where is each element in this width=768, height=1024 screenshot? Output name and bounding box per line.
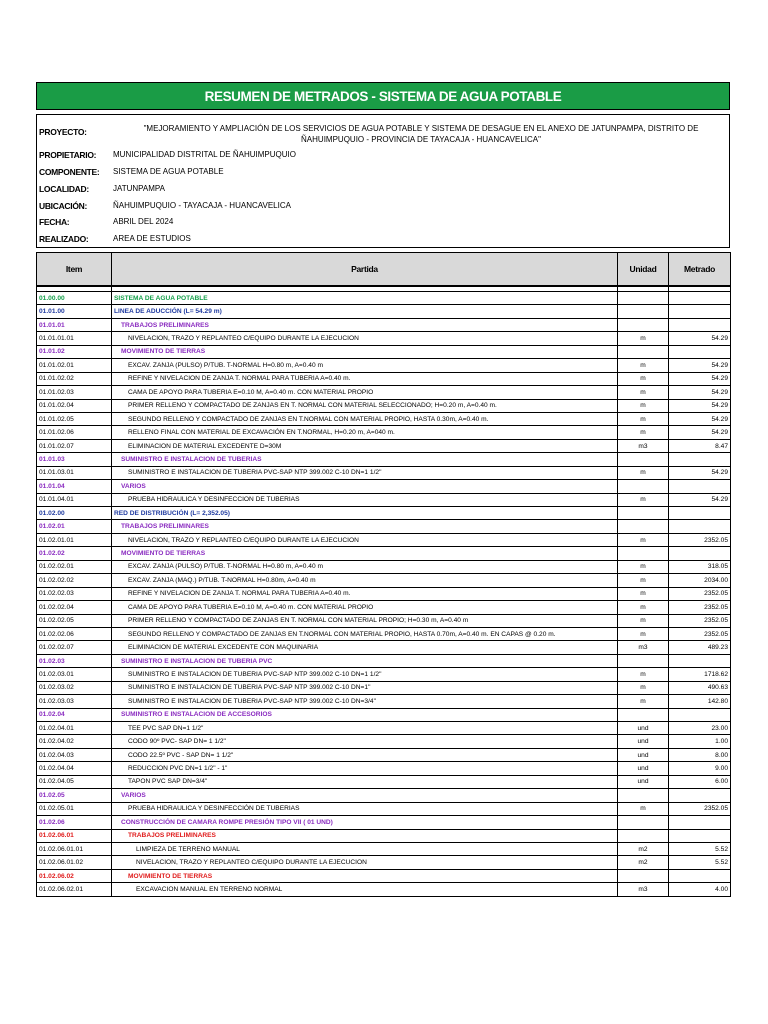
table-header-row	[37, 253, 731, 287]
row-metrado	[669, 453, 731, 466]
row-partida: LIMPIEZA DE TERRENO MANUAL	[112, 842, 618, 855]
row-partida: PRUEBA HIDRAULICA Y DESINFECCION DE TUBERIAS	[112, 493, 618, 506]
row-item: 01.02.06.02	[37, 869, 112, 882]
row-unidad: m3	[618, 641, 669, 654]
table-row	[37, 560, 731, 573]
row-unidad: m	[618, 332, 669, 345]
row-item: 01.02.02	[37, 547, 112, 560]
table-row	[37, 775, 731, 788]
localidad-value: JATUNPAMPA	[113, 184, 166, 193]
row-item: 01.01.02.05	[37, 412, 112, 425]
row-partida: EXCAV. ZANJA (PULSO) P/TUB. T-NORMAL H=0.80 m, A=0.40 m	[112, 359, 618, 372]
row-unidad	[618, 305, 669, 318]
row-unidad: m	[618, 466, 669, 479]
table-row	[37, 869, 731, 882]
proyecto-value: "MEJORAMIENTO Y AMPLIACIÓN DE LOS SERVICIOS DE AGUA POTABLE Y SISTEMA DE DESAGUE EN EL ANEXO DE JATUNPAMPA, DISTRITO DE ÑAHUIMPUQUIO - PROVINCIA DE TAYACAJA - HUANCAVELICA"	[143, 124, 699, 144]
row-partida: SUMINISTRO E INSTALACION DE TUBERIA PVC	[112, 654, 618, 667]
row-item: 01.01.02.06	[37, 426, 112, 439]
row-partida: CODO 90º PVC- SAP DN= 1 1/2"	[112, 735, 618, 748]
row-item: 01.01.02.03	[37, 386, 112, 399]
row-item: 01.01.03.01	[37, 466, 112, 479]
row-partida: SUMINISTRO E INSTALACION DE ACCESORIOS	[112, 708, 618, 721]
row-partida: RELLENO FINAL CON MATERIAL DE EXCAVACIÓN EN T.NORMAL, H=0.20 m, A=040 m.	[112, 426, 618, 439]
row-unidad	[618, 708, 669, 721]
row-item: 01.02.05	[37, 789, 112, 802]
table-row	[37, 412, 731, 425]
row-partida: NIVELACION, TRAZO Y REPLANTEO C/EQUIPO DURANTE LA EJECUCION	[112, 856, 618, 869]
row-item: 01.02.02.01	[37, 560, 112, 573]
table-row	[37, 842, 731, 855]
row-partida: SUMINISTRO E INSTALACION DE TUBERIA PVC-SAP NTP 399.002 C-10 DN=1"	[112, 681, 618, 694]
row-metrado: 9.00	[669, 762, 731, 775]
row-item: 01.02.03.03	[37, 695, 112, 708]
row-partida: MOVIMIENTO DE TIERRAS	[112, 547, 618, 560]
row-item: 01.02.04.04	[37, 762, 112, 775]
row-unidad: m	[618, 587, 669, 600]
row-metrado: 142.80	[669, 695, 731, 708]
col-header-metrado: Metrado	[669, 253, 731, 287]
row-partida: SUMINISTRO E INSTALACION DE TUBERIA PVC-SAP NTP 399.002 C-10 DN=1 1/2"	[112, 466, 618, 479]
row-metrado	[669, 520, 731, 533]
row-unidad: m	[618, 601, 669, 614]
table-row	[37, 883, 731, 896]
row-item: 01.02.03	[37, 654, 112, 667]
row-metrado: 8.47	[669, 439, 731, 452]
row-unidad: m	[618, 412, 669, 425]
table-row	[37, 453, 731, 466]
row-unidad: m	[618, 614, 669, 627]
table-row	[37, 292, 731, 305]
row-metrado: 54.29	[669, 493, 731, 506]
row-unidad	[618, 547, 669, 560]
table-row	[37, 856, 731, 869]
table-row	[37, 426, 731, 439]
row-unidad: m	[618, 627, 669, 640]
fecha-value: ABRIL DEL 2024	[113, 217, 174, 226]
row-item: 01.01.01.01	[37, 332, 112, 345]
row-metrado	[669, 305, 731, 318]
propietario-value: MUNICIPALIDAD DISTRITAL DE ÑAHUIMPUQUIO	[113, 150, 296, 159]
table-row	[37, 829, 731, 842]
row-unidad	[618, 654, 669, 667]
row-partida: SUMINISTRO E INSTALACION DE TUBERIA PVC-SAP NTP 399.002 C-10 DN=1 1/2"	[112, 668, 618, 681]
table-row	[37, 601, 731, 614]
row-item: 01.02.06.02.01	[37, 883, 112, 896]
table-row	[37, 305, 731, 318]
row-metrado	[669, 708, 731, 721]
row-partida: VARIOS	[112, 789, 618, 802]
table-row	[37, 668, 731, 681]
row-metrado: 54.29	[669, 466, 731, 479]
row-item: 01.01.02.01	[37, 359, 112, 372]
table-row	[37, 574, 731, 587]
table-row	[37, 359, 731, 372]
row-unidad: m	[618, 426, 669, 439]
ubicacion-value: ÑAHUIMPUQUIO - TAYACAJA - HUANCAVELICA	[113, 201, 291, 210]
table-row	[37, 654, 731, 667]
row-partida: PRIMER RELLENO Y COMPACTADO DE ZANJAS EN T. NORMAL CON MATERIAL SELECCIONADO; H=0.20 m, A=0.40 m.	[112, 399, 618, 412]
row-metrado	[669, 318, 731, 331]
row-partida: NIVELACION, TRAZO Y REPLANTEO C/EQUIPO DURANTE LA EJECUCION	[112, 332, 618, 345]
row-partida: NIVELACION, TRAZO Y REPLANTEO C/EQUIPO DURANTE LA EJECUCION	[112, 533, 618, 546]
row-unidad: und	[618, 735, 669, 748]
row-partida: EXCAVACION MANUAL EN TERRENO NORMAL	[112, 883, 618, 896]
table-row	[37, 802, 731, 815]
row-partida: SEGUNDO RELLENO Y COMPACTADO DE ZANJAS EN T.NORMAL CON MATERIAL PROPIO, HASTA 0.30m, A=0.40 m.	[112, 412, 618, 425]
row-unidad	[618, 453, 669, 466]
table-row	[37, 386, 731, 399]
row-metrado: 2352.05	[669, 533, 731, 546]
table-body	[37, 286, 731, 896]
row-metrado: 54.29	[669, 372, 731, 385]
row-metrado: 2352.05	[669, 587, 731, 600]
row-metrado	[669, 345, 731, 358]
row-item: 01.01.02.02	[37, 372, 112, 385]
proyecto-label: PROYECTO:	[39, 127, 87, 137]
row-metrado: 5.52	[669, 856, 731, 869]
row-item: 01.01.02.04	[37, 399, 112, 412]
row-unidad: m2	[618, 856, 669, 869]
table-row	[37, 695, 731, 708]
row-unidad: m	[618, 533, 669, 546]
row-partida: PRIMER RELLENO Y COMPACTADO DE ZANJAS EN T. NORMAL CON MATERIAL PROPIO; H=0.30 m, A=0.40 m	[112, 614, 618, 627]
row-unidad: und	[618, 775, 669, 788]
table-row	[37, 318, 731, 331]
row-item: 01.02.00	[37, 507, 112, 520]
row-item: 01.02.02.04	[37, 601, 112, 614]
row-unidad	[618, 869, 669, 882]
row-unidad: m	[618, 386, 669, 399]
realizado-label: REALIZADO:	[39, 234, 89, 244]
table-row	[37, 466, 731, 479]
row-item: 01.01.04	[37, 480, 112, 493]
row-metrado	[669, 869, 731, 882]
row-partida: TEE PVC SAP DN=1 1/2"	[112, 722, 618, 735]
info-row-proyecto	[37, 123, 729, 145]
table-row	[37, 614, 731, 627]
row-unidad	[618, 829, 669, 842]
row-item: 01.02.04.05	[37, 775, 112, 788]
row-item: 01.01.00	[37, 305, 112, 318]
row-unidad: m	[618, 372, 669, 385]
row-metrado	[669, 292, 731, 305]
row-unidad: und	[618, 722, 669, 735]
row-partida: SUMINISTRO E INSTALACION DE TUBERIAS	[112, 453, 618, 466]
row-metrado	[669, 654, 731, 667]
row-item: 01.01.02.07	[37, 439, 112, 452]
row-partida: REFINE Y NIVELACION DE ZANJA T. NORMAL PARA TUBERIA A=0.40 m.	[112, 372, 618, 385]
row-partida: TRABAJOS PRELIMINARES	[112, 318, 618, 331]
row-unidad: m	[618, 359, 669, 372]
row-metrado: 2352.05	[669, 627, 731, 640]
row-partida: CONSTRUCCIÓN DE CAMARA ROMPE PRESIÓN TIPO VII ( 01 UND)	[112, 816, 618, 829]
row-unidad	[618, 318, 669, 331]
row-partida: CAMA DE APOYO PARA TUBERIA E=0.10 M, A=0.40 m. CON MATERIAL PROPIO	[112, 386, 618, 399]
table-row	[37, 399, 731, 412]
table-row	[37, 748, 731, 761]
row-partida: VARIOS	[112, 480, 618, 493]
row-partida: ELIMINACION DE MATERIAL EXCEDENTE D=30M	[112, 439, 618, 452]
row-metrado	[669, 829, 731, 842]
row-partida: TRABAJOS PRELIMINARES	[112, 520, 618, 533]
row-item: 01.02.02.07	[37, 641, 112, 654]
col-header-unidad: Unidad	[618, 253, 669, 287]
row-unidad	[618, 507, 669, 520]
row-item: 01.02.02.03	[37, 587, 112, 600]
row-item: 01.02.04.03	[37, 748, 112, 761]
table-row	[37, 722, 731, 735]
row-item: 01.02.06.01	[37, 829, 112, 842]
row-partida: TAPON PVC SAP DN=3/4"	[112, 775, 618, 788]
row-partida: EXCAV. ZANJA (MAQ.) P/TUB. T-NORMAL H=0.80m, A=0.40 m	[112, 574, 618, 587]
row-partida: RED DE DISTRIBUCIÓN (L= 2,352.05)	[112, 507, 618, 520]
row-metrado: 54.29	[669, 399, 731, 412]
row-unidad: m	[618, 574, 669, 587]
row-metrado: 489.23	[669, 641, 731, 654]
row-unidad: m2	[618, 842, 669, 855]
row-unidad	[618, 520, 669, 533]
row-partida: MOVIMIENTO DE TIERRAS	[112, 345, 618, 358]
row-item: 01.01.03	[37, 453, 112, 466]
table-row	[37, 547, 731, 560]
row-metrado: 2352.05	[669, 614, 731, 627]
row-unidad: m3	[618, 883, 669, 896]
table-row	[37, 762, 731, 775]
row-partida: MOVIMIENTO DE TIERRAS	[112, 869, 618, 882]
row-unidad: m	[618, 695, 669, 708]
table-row	[37, 345, 731, 358]
row-metrado	[669, 789, 731, 802]
table-row	[37, 641, 731, 654]
table-row	[37, 627, 731, 640]
row-unidad	[618, 789, 669, 802]
row-item: 01.02.04	[37, 708, 112, 721]
row-partida: ELIMINACION DE MATERIAL EXCEDENTE CON MAQUINARIA	[112, 641, 618, 654]
row-unidad	[618, 345, 669, 358]
propietario-label: PROPIETARIO:	[39, 150, 97, 160]
table-row	[37, 789, 731, 802]
row-unidad: m	[618, 560, 669, 573]
row-metrado: 318.05	[669, 560, 731, 573]
componente-value: SISTEMA DE AGUA POTABLE	[113, 167, 224, 176]
row-unidad	[618, 816, 669, 829]
row-metrado: 1.00	[669, 735, 731, 748]
row-partida: SISTEMA DE AGUA POTABLE	[112, 292, 618, 305]
row-metrado: 23.00	[669, 722, 731, 735]
row-item: 01.02.05.01	[37, 802, 112, 815]
row-unidad: m3	[618, 439, 669, 452]
row-metrado: 490.63	[669, 681, 731, 694]
table-row	[37, 439, 731, 452]
table-row	[37, 520, 731, 533]
table-row	[37, 372, 731, 385]
localidad-label: LOCALIDAD:	[39, 184, 89, 194]
row-metrado: 1718.62	[669, 668, 731, 681]
row-partida: TRABAJOS PRELIMINARES	[112, 829, 618, 842]
row-item: 01.02.02.05	[37, 614, 112, 627]
row-metrado	[669, 816, 731, 829]
row-item: 01.02.01.01	[37, 533, 112, 546]
row-unidad	[618, 480, 669, 493]
row-unidad	[618, 292, 669, 305]
row-item: 01.02.04.01	[37, 722, 112, 735]
row-partida: CODO 22.5º PVC - SAP DN= 1 1/2"	[112, 748, 618, 761]
row-unidad: und	[618, 748, 669, 761]
fecha-label: FECHA:	[39, 217, 70, 227]
table-row	[37, 533, 731, 546]
table-row	[37, 587, 731, 600]
table-row	[37, 735, 731, 748]
row-item: 01.00.00	[37, 292, 112, 305]
row-unidad: m	[618, 493, 669, 506]
row-partida: REDUCCION PVC DN=1 1/2" - 1"	[112, 762, 618, 775]
row-unidad: m	[618, 802, 669, 815]
row-metrado	[669, 507, 731, 520]
row-metrado	[669, 547, 731, 560]
row-metrado: 8.00	[669, 748, 731, 761]
row-item: 01.02.02.06	[37, 627, 112, 640]
row-item: 01.02.06.01.02	[37, 856, 112, 869]
row-metrado: 54.29	[669, 359, 731, 372]
row-unidad: m	[618, 668, 669, 681]
row-item: 01.02.04.02	[37, 735, 112, 748]
row-item: 01.02.06	[37, 816, 112, 829]
table-row	[37, 480, 731, 493]
report-title: RESUMEN DE METRADOS - SISTEMA DE AGUA POTABLE	[36, 82, 730, 110]
row-metrado: 54.29	[669, 332, 731, 345]
row-metrado: 54.29	[669, 386, 731, 399]
table-row	[37, 493, 731, 506]
table-row	[37, 681, 731, 694]
row-item: 01.01.02	[37, 345, 112, 358]
row-unidad: m	[618, 681, 669, 694]
row-metrado: 54.29	[669, 426, 731, 439]
row-metrado: 2352.05	[669, 802, 731, 815]
row-partida: SEGUNDO RELLENO Y COMPACTADO DE ZANJAS EN T.NORMAL CON MATERIAL PROPIO, HASTA 0.70m, A=0.40 m. EN CAPAS @ 0.20 m.	[112, 627, 618, 640]
row-item: 01.02.03.02	[37, 681, 112, 694]
row-metrado: 54.29	[669, 412, 731, 425]
row-item: 01.01.04.01	[37, 493, 112, 506]
row-metrado: 6.00	[669, 775, 731, 788]
row-item: 01.02.01	[37, 520, 112, 533]
row-item: 01.01.01	[37, 318, 112, 331]
table-row	[37, 507, 731, 520]
row-metrado: 5.52	[669, 842, 731, 855]
realizado-value: AREA DE ESTUDIOS	[113, 234, 191, 243]
row-metrado: 4.00	[669, 883, 731, 896]
row-metrado: 2352.05	[669, 601, 731, 614]
table-row	[37, 332, 731, 345]
row-partida: SUMINISTRO E INSTALACION DE TUBERIA PVC-SAP NTP 399.002 C-10 DN=3/4"	[112, 695, 618, 708]
row-partida: REFINE Y NIVELACION DE ZANJA T. NORMAL PARA TUBERIA A=0.40 m.	[112, 587, 618, 600]
ubicacion-label: UBICACIÓN:	[39, 201, 87, 211]
project-info-box	[36, 114, 730, 248]
row-item: 01.02.06.01.01	[37, 842, 112, 855]
row-partida: CAMA DE APOYO PARA TUBERIA E=0.10 M, A=0.40 m. CON MATERIAL PROPIO	[112, 601, 618, 614]
col-header-item: Item	[37, 253, 112, 287]
row-unidad: und	[618, 762, 669, 775]
row-metrado	[669, 480, 731, 493]
row-partida: EXCAV. ZANJA (PULSO) P/TUB. T-NORMAL H=0.80 m, A=0.40 m	[112, 560, 618, 573]
row-partida: PRUEBA HIDRAULICA Y DESINFECCIÓN DE TUBERIAS	[112, 802, 618, 815]
metrados-table	[36, 252, 731, 897]
row-partida: LINEA DE ADUCCIÓN (L= 54.29 m)	[112, 305, 618, 318]
col-header-partida: Partida	[112, 253, 618, 287]
row-item: 01.02.03.01	[37, 668, 112, 681]
table-row	[37, 708, 731, 721]
row-item: 01.02.02.02	[37, 574, 112, 587]
componente-label: COMPONENTE:	[39, 167, 100, 177]
row-metrado: 2034.00	[669, 574, 731, 587]
row-unidad: m	[618, 399, 669, 412]
table-row	[37, 816, 731, 829]
